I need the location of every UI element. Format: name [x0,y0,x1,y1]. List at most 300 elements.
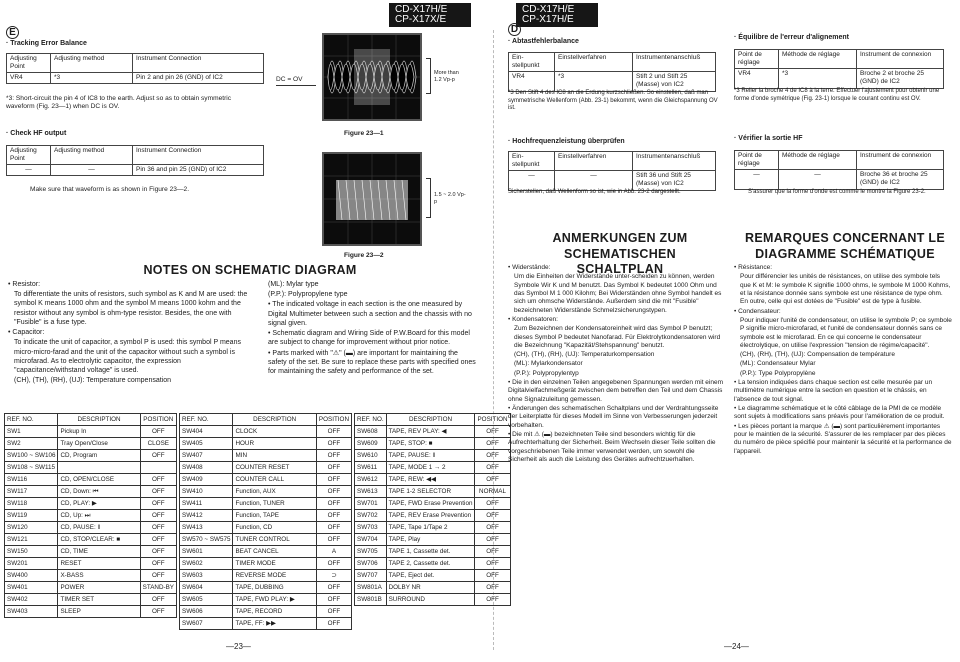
fr-note-6: (P.P.): Type Polypropylène [740,369,816,377]
switch-description: POWER [58,582,140,594]
switch-position: STAND-BY [140,582,176,594]
hf-cell-point: — [7,165,51,176]
fr-hf-cell-point: — [735,170,779,189]
switch-description: RESET [58,558,140,570]
switch-row [5,474,177,486]
col-description: DESCRIPTION [58,414,140,426]
de-note-5: (ML): Mylarkondensator [514,360,583,368]
figure-23-2-scope [322,152,422,246]
switch-description: CD, PAUSE: ‖ [58,522,140,534]
switch-row [355,558,511,570]
switch-row [355,510,511,522]
switch-row [355,426,511,438]
switch-position: A [316,546,351,558]
fr-note-0: • Résistance: [734,264,773,271]
fr-tracking-header-point: Point de réglage [735,50,779,69]
switch-description: TAPE, STOP: ■ [386,438,475,450]
switch-description: TAPE 2, Cassette det. [386,558,475,570]
switch-ref-no: SW608 [355,426,387,438]
switch-ref-no: SW613 [355,486,387,498]
switch-description: TAPE 1, Cassette det. [386,546,475,558]
hf-header-point: Adjusting Point [7,146,51,165]
fr-tracking-cell-point: VR4 [735,69,779,88]
model-header-right [516,3,598,27]
switch-position: OFF [316,510,351,522]
fr-notes-title: REMARQUES CONCERNANT LE DIAGRAMME SCHÉMATIQUE [745,231,945,261]
de-hf-header-point: Ein-stellpunkt [509,152,555,171]
de-hf-cell-method: — [555,171,633,190]
fr-note-9: • Les pièces portant la marque ⚠ (▬) sont particulièrement importantes pour le maintien de la sécurité. S'assurer de les remplacer par des pièces du numéro de pièce spécifié pour maintenir la sécurité et la performance de l'appareil. [734,422,952,455]
switch-ref-no: SW606 [180,606,233,618]
fr-note-3: Pour indiquer l'unité de condensateur, on utilise le symbole P; ce symbole P signifie micro-microfarad, et l'unité de condensateur donnés sans ce symbole est le microfarad. En ce qui concerne le condensateur électrolytique, on utilise l'expression "tension de régime/capacité". [740,316,952,349]
tracking-note: *3: Short-circuit the pin 4 of IC8 to the earth. Adjust so as to obtain symmetric waveform (Fig. 23—1) when DC is OV. [6,95,232,111]
switch-table-3-main [354,413,511,606]
switch-position: OFF [316,534,351,546]
model-header-left-line2: CP-X17X/E [395,14,447,25]
switch-ref-no: SW413 [180,522,233,534]
switch-row [5,426,177,438]
switch-ref-no: SW801A [355,582,387,594]
col-ref-no: REF. NO. [355,414,387,426]
switch-row [5,558,177,570]
switch-position [140,462,176,474]
switch-row [5,582,177,594]
switch-ref-no: SW601 [180,546,233,558]
switch-description: Function, TUNER [233,498,316,510]
switch-ref-no: SW400 [5,570,58,582]
switch-row [5,498,177,510]
switch-ref-no: SW117 [5,486,58,498]
switch-position: OFF [140,426,176,438]
tracking-cell-point: VR4 [7,73,51,84]
hf-header-method: Adjusting method [51,146,133,165]
switch-table-1 [4,413,177,618]
switch-row [5,510,177,522]
section-letter-e: E [6,26,19,39]
switch-row [180,450,352,462]
hf-heading: · Check HF output [6,130,67,137]
switch-ref-no: SW410 [180,486,233,498]
switch-position: ⊃ [316,570,351,582]
de-tracking-cell-point: VR4 [509,72,555,91]
switch-position: OFF [475,534,510,546]
hf-cell-method: — [51,165,133,176]
switch-ref-no: SW612 [355,474,387,486]
switch-table-1-header [5,414,177,426]
fr-note-7: • La tension indiquées dans chaque section est celle mesurée par un multimètre numérique entre la section en question et le châssis, en l'absence de tout signal. [734,379,933,403]
switch-ref-no: SW402 [5,594,58,606]
switch-ref-no: SW609 [355,438,387,450]
switch-row [355,486,511,498]
model-header-right-line1: CD-X17H/E [522,4,575,15]
switch-description: TAPE, REW: ◀◀ [386,474,475,486]
fr-tracking-table [734,49,944,89]
switch-position: OFF [475,426,510,438]
switch-description: TIMER SET [58,594,140,606]
switch-row [180,522,352,534]
tracking-header-instrument: Instrument Connection [133,54,264,73]
switch-description: TAPE, PAUSE: ‖ [386,450,475,462]
de-tracking-header-point: Ein-stellpunkt [509,53,555,72]
switch-row [5,570,177,582]
notes-column-2 [268,280,478,377]
tracking-cell-method: *3 [51,73,133,84]
switch-description: Function, CD [233,522,316,534]
de-note-8: • Änderungen des schematischen Schaltplans und der Verdrahtungsseite der Leiterplatte für dieses Modell im Sinne von Verbesserungen jederzeit vorbehalten. [508,405,719,429]
switch-description: CD, STOP/CLEAR: ■ [58,534,140,546]
switch-row [180,486,352,498]
switch-row [5,522,177,534]
switch-position: OFF [140,450,176,462]
de-tracking-table [508,52,716,92]
fr-hf-header-instrument: Instrument de connexion [857,151,944,170]
switch-position: OFF [140,558,176,570]
switch-ref-no: SW702 [355,510,387,522]
de-hf-cell-instrument: Stift 36 und Stift 25 (Masse) von IC2 [633,171,716,190]
switch-description: TAPE, Eject det. [386,570,475,582]
fr-tracking-header-instrument: Instrument de connexion [857,50,944,69]
fr-hf-note: S'assurer que la forme d'onde est comme le montre la Figure 23-2. [748,189,926,195]
fr-hf-heading: · Vérifier la sortie HF [734,135,803,142]
switch-ref-no: SW100 ~ SW106 [5,450,58,462]
switch-description: TAPE 1-2 SELECTOR [386,486,475,498]
fig1-amplitude-bracket [426,58,431,94]
switch-ref-no: SW201 [5,558,58,570]
fig2-right-label: 1.5 ~ 2.0 Vp-p [434,192,466,206]
switch-ref-no: SW706 [355,558,387,570]
switch-row [180,462,352,474]
switch-description: TAPE, REV Erase Prevention [386,510,475,522]
switch-position: OFF [140,534,176,546]
switch-description: TAPE, MODE 1 → 2 [386,462,475,474]
switch-description: COUNTER RESET [233,462,316,474]
switch-ref-no: SW150 [5,546,58,558]
switch-row [180,558,352,570]
switch-position: OFF [316,426,351,438]
de-hf-header-instrument: Instrumentenanschluß [633,152,716,171]
de-tracking-header-instrument: Instrumentenanschluß [633,53,716,72]
de-tracking-header-method: Einstellverfahren [555,53,633,72]
switch-row [180,618,352,630]
col-position: POSITION [140,414,176,426]
de-hf-cell-point: — [509,171,555,190]
switch-row [180,606,352,618]
model-header-right-line2: CP-X17H/E [522,14,574,25]
switch-description [58,462,140,474]
hf-cell-instrument: Pin 36 and pin 25 (GND) of IC2 [133,165,264,176]
switch-description: HOUR [233,438,316,450]
switch-description: DOLBY NR [386,582,475,594]
switch-position: OFF [316,474,351,486]
fr-tracking-cell-method: *3 [779,69,857,88]
col-description: DESCRIPTION [386,414,475,426]
fr-hf-header-point: Point de réglage [735,151,779,170]
switch-description: Function, AUX [233,486,316,498]
fr-tracking-cell-instrument: Broche 2 et broche 25 (GND) de IC2 [857,69,944,88]
switch-position: OFF [140,594,176,606]
note-capacitor-label: • Capacitor: [8,329,45,337]
switch-position: OFF [316,438,351,450]
switch-position: OFF [316,486,351,498]
notes-column-1 [8,280,248,387]
switch-position: OFF [316,594,351,606]
switch-table-2 [179,413,352,630]
fr-note-8: • Le diagramme schématique et le côté câblage de la PMI de ce modèle sont sujets à modifications sans préavis pour l'amélioration de ce produit. [734,405,945,421]
de-tracking-note: *3 Den Stift 4 des IC8 an die Erdung kurzschließen. So einstellen, daß man symmetrische Wellenform (Abb. 23-1) bekommt, wenn die Gleichspannung OV ist. [508,90,718,112]
note-polypropylene: (P.P.): Polypropylene type [268,291,348,299]
switch-description: MIN [233,450,316,462]
de-hf-heading: · Hochfrequenzleistung überprüfen [508,138,625,145]
switch-ref-no: SW610 [355,450,387,462]
switch-description: TAPE, FF: ▶▶ [233,618,316,630]
switch-description: Pickup In [58,426,140,438]
de-note-3: Zum Bezeichnen der Kondensatoreinheit wird das Symbol P benutzt; dieses Symbol P bedeutet Nanofarad. Für Elektrolytkondensatoren wird die Bezeichnung "Kapazität/Stehspannung" benutzt. [514,325,721,349]
switch-position: OFF [316,522,351,534]
switch-ref-no: SW121 [5,534,58,546]
switch-position: OFF [475,462,510,474]
fr-notes-body [734,264,952,457]
note-schematic-change: • Schematic diagram and Wiring Side of P.W.Board for this model are subject to change for improvement without prior notice. [268,330,470,347]
tracking-header-point: Adjusting Point [7,54,51,73]
switch-ref-no: SW401 [5,582,58,594]
switch-description: Function, TAPE [233,510,316,522]
col-position: POSITION [475,414,510,426]
switch-table-2-header [180,414,352,426]
switch-ref-no: SW119 [5,510,58,522]
switch-ref-no: SW570 ~ SW575 [180,534,233,546]
switch-description: CD, OPEN/CLOSE [58,474,140,486]
note-voltage: • The indicated voltage in each section is the one measured by Digital Multimeter between such a section and the chassis with no signal given. [268,301,472,327]
fig1-caption: Figure 23—1 [344,130,384,137]
switch-ref-no: SW412 [180,510,233,522]
switch-position: OFF [475,594,510,606]
switch-ref-no: SW607 [180,618,233,630]
switch-description: CD, Up: ⏭ [58,510,140,522]
de-note-9: • Die mit ⚠ (▬) bezeichneten Teile sind besonders wichtig für die Aufrechterhaltung der Sicherheit. Beim Wechseln dieser Teile sollten die vorgeschriebenen Teile immer verwendet werden, um sowohl die Sicherheit als auch die Leistung des Gerätes aufrechtzuerhalten. [508,430,716,463]
switch-position: OFF [475,438,510,450]
switch-position: OFF [140,546,176,558]
fr-tracking-note: *3 Relier la broche 4 de IC8 à la terre. Effectuer l'ajustement pour obtenir une forme d'onde symétrique (Fig. 23-1) lorsque le courant continu est OV. [734,88,940,102]
switch-description: X-BASS [58,570,140,582]
de-note-1: Um die Einheiten der Widerstände unter-scheiden zu können, werden Symbole Wir K und M benutzt. Das Symbol K bedeutet 1000 Ohm und das Symbol M 1 000 Kilohm; Bei Widerständen ohne Symbol handelt es sich um ohmsche Widerstände. Außerdem sind die mit "Fusible" bezeichneten Widerstände Schmelzsicherungstypen. [514,273,722,314]
switch-row [180,570,352,582]
switch-position: OFF [475,510,510,522]
switch-position: OFF [140,498,176,510]
switch-row [355,438,511,450]
switch-ref-no: SW705 [355,546,387,558]
fr-note-1: Pour différencier les unités de résistances, on utilise des symbole tels que K et M: le symbole K signifie 1000 ohms, le symbole M 1000 Kohms, et la résistance donnée sans symbole est une résistance de type ohm. En outre, celle qui est dotées de "Fusible" est de type à fusible. [740,273,951,306]
fr-hf-table [734,150,944,190]
de-note-0: • Widerstände: [508,264,551,271]
switch-ref-no: SW404 [180,426,233,438]
switch-ref-no: SW1 [5,426,58,438]
switch-row [180,534,352,546]
switch-ref-no: SW411 [180,498,233,510]
switch-description: TAPE, FWD Erase Prevention [386,498,475,510]
page-number-right: —24— [724,642,749,651]
de-tracking-cell-instrument: Stift 2 und Stift 25 (Masse) von IC2 [633,72,716,91]
note-mylar: (ML): Mylar type [268,281,319,288]
page-number-left: —23— [226,642,251,651]
fig1-right-label: More than 1.2 Vp-p [434,70,459,84]
switch-ref-no: SW604 [180,582,233,594]
switch-position: OFF [316,462,351,474]
switch-row [180,594,352,606]
switch-row [180,510,352,522]
fr-hf-header-method: Méthode de réglage [779,151,857,170]
de-note-2: • Kondensatoren: [508,315,558,323]
switch-description: BEAT CANCEL [233,546,316,558]
switch-ref-no: SW409 [180,474,233,486]
switch-ref-no: SW602 [180,558,233,570]
hf-header-instrument: Instrument Connection [133,146,264,165]
switch-ref-no: SW407 [180,450,233,462]
fig1-dc-label: DC = OV [276,76,303,83]
waveform-2-graphic [324,154,420,244]
switch-ref-no: SW605 [180,594,233,606]
col-ref-no: REF. NO. [180,414,233,426]
de-hf-note: Sicherstellen, daß Wellenform so ist, wie in Abb. 23-2 dargestellt. [508,189,681,195]
switch-ref-no: SW703 [355,522,387,534]
switch-row [5,486,177,498]
switch-description: TAPE, RECORD [233,606,316,618]
switch-position: OFF [316,582,351,594]
switch-position: OFF [475,450,510,462]
de-note-6: (P.P.): Polypropylentyp [514,369,579,377]
hf-table [6,145,264,176]
col-description: DESCRIPTION [233,414,316,426]
de-tracking-cell-method: *3 [555,72,633,91]
fig2-caption: Figure 23—2 [344,252,384,259]
fig2-amplitude-bracket [426,178,431,218]
switch-row [5,594,177,606]
switch-row [180,438,352,450]
switch-position: OFF [316,498,351,510]
hf-note: Make sure that waveform is as shown in Figure 23—2. [30,186,190,193]
switch-description: TIMER MODE [233,558,316,570]
switch-position: OFF [316,450,351,462]
switch-position: OFF [316,618,351,630]
switch-description: TAPE, DUBBING [233,582,316,594]
switch-position: OFF [140,606,176,618]
switch-row [5,450,177,462]
fr-tracking-heading: · Équilibre de l'erreur d'alignement [734,34,849,41]
tracking-table [6,53,264,84]
switch-row [5,534,177,546]
switch-ref-no: SW2 [5,438,58,450]
switch-ref-no: SW408 [180,462,233,474]
switch-row [180,426,352,438]
notes-title: NOTES ON SCHEMATIC DIAGRAM [143,263,357,277]
tracking-cell-instrument: Pin 2 and pin 26 (GND) of IC2 [133,73,264,84]
switch-position: OFF [475,570,510,582]
switch-description: TAPE, Tape 1/Tape 2 [386,522,475,534]
de-note-7: • Die in den einzelnen Teilen angegebenen Spannungen werden mit einem Digitalvielfachmeßgerät zwischen dem betreffen den Teil und dem Chassis ohne Signalzuleitung gemessen. [508,379,724,403]
switch-position: OFF [140,474,176,486]
note-temp-comp: (CH), (TH), (RH), (UJ): Temperature compensation [14,377,172,385]
switch-description: COUNTER CALL [233,474,316,486]
switch-description: TUNER CONTROL [233,534,316,546]
fr-tracking-header-method: Méthode de réglage [779,50,857,69]
switch-ref-no: SW405 [180,438,233,450]
switch-description: CD, Program [58,450,140,462]
fr-hf-cell-instrument: Broche 36 et broche 25 (GND) de IC2 [857,170,944,189]
switch-row [355,462,511,474]
note-safety-parts: • Parts marked with "⚠" (▬) are important for maintaining the safety of the set. Be sure to replace these parts with specified ones for maintaining the safety and performance of the set. [268,349,476,376]
switch-ref-no: SW108 ~ SW115 [5,462,58,474]
de-note-4: (CH), (TH), (RH), (UJ): Temperaturkompensation [514,351,655,359]
switch-description: TAPE, FWD PLAY: ▶ [233,594,316,606]
note-resistor-label: • Resistor: [8,281,41,288]
switch-row [5,546,177,558]
de-hf-header-method: Einstellverfahren [555,152,633,171]
col-position: POSITION [316,414,351,426]
figure-23-1-scope [322,33,422,121]
switch-table-3-header [355,414,511,426]
switch-ref-no: SW707 [355,570,387,582]
switch-description: Tray Open/Close [58,438,140,450]
fr-note-4: (CH), (RH), (TH), (UJ): Compensation de température [740,351,895,359]
switch-row [355,450,511,462]
switch-description: TAPE, Play [386,534,475,546]
switch-row [5,438,177,450]
switch-description: CD, TIME [58,546,140,558]
tracking-header-method: Adjusting method [51,54,133,73]
switch-ref-no: SW704 [355,534,387,546]
switch-description: SLEEP [58,606,140,618]
de-tracking-heading: · Abtastfehlerbalance [508,38,579,45]
switch-position: NORMAL [475,486,510,498]
switch-position: OFF [475,582,510,594]
de-notes-title: ANMERKUNGEN ZUM SCHEMATISCHEN SCHALTPLAN [552,231,688,277]
note-resistor-text: To differentiate the units of resistors, such symbol as K and M are used: the symbol K means 1000 ohm and the symbol M means 1000 kohm and the resistor without any symbol is ohm-type resistor. Besides, the one with "Fusible" is a fuse type. [14,291,248,326]
switch-ref-no: SW116 [5,474,58,486]
de-hf-table [508,151,716,191]
switch-position: OFF [316,558,351,570]
de-notes-body [508,264,724,465]
switch-position: OFF [475,474,510,486]
switch-ref-no: SW611 [355,462,387,474]
switch-ref-no: SW603 [180,570,233,582]
switch-position: OFF [140,570,176,582]
switch-row [355,570,511,582]
switch-description: REVERSE MODE [233,570,316,582]
model-header-left-line1: CD-X17H/E [395,4,448,15]
switch-description: TAPE, REV PLAY: ◀ [386,426,475,438]
switch-ref-no: SW120 [5,522,58,534]
tracking-heading: · Tracking Error Balance [6,40,87,47]
fr-note-2: • Condensateur: [734,307,781,315]
switch-position: OFF [316,606,351,618]
switch-position: OFF [475,546,510,558]
switch-position: OFF [475,558,510,570]
switch-position: OFF [140,510,176,522]
switch-position: OFF [475,522,510,534]
switch-ref-no: SW701 [355,498,387,510]
switch-ref-no: SW403 [5,606,58,618]
switch-row [355,594,511,606]
section-letter-d: D [508,23,521,36]
switch-row [355,582,511,594]
switch-row [180,498,352,510]
switch-row [355,534,511,546]
fr-note-5: (ML): Condensateur Mylar [740,360,816,368]
waveform-1-graphic [324,35,420,119]
switch-row [355,522,511,534]
switch-row [5,606,177,618]
switch-ref-no: SW118 [5,498,58,510]
switch-position: OFF [475,498,510,510]
